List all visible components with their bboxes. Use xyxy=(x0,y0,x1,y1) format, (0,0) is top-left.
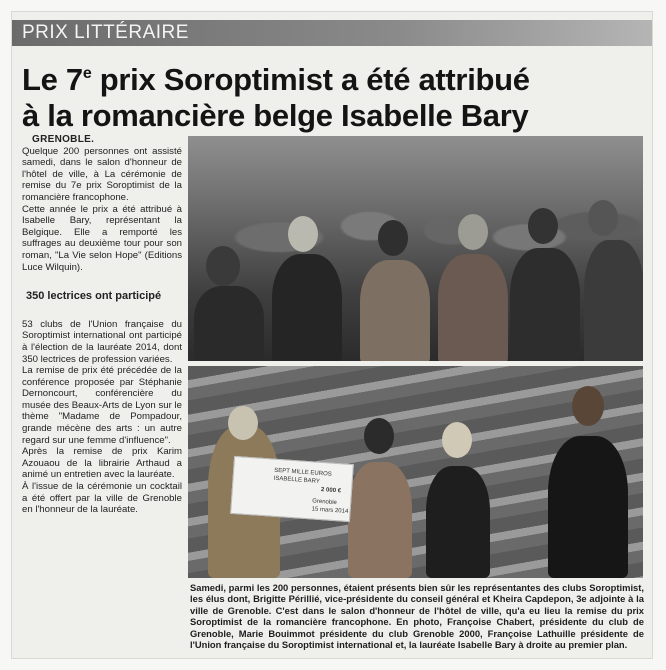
headline-line2: à la romancière belge Isabelle Bary xyxy=(22,98,529,133)
section-label: PRIX LITTÉRAIRE xyxy=(22,22,189,43)
paragraph-6: À l'issue de la cérémonie un cocktail a été offert par la ville de Grenoble en l'honneur de la lauréate. xyxy=(22,481,182,516)
paragraph-3: 53 clubs de l'Union française du Soroptimist international ont participé à l'élection de la lauréate 2014, dont 350 lectrices de profession variées. xyxy=(22,318,182,365)
cheque-line2: ISABELLE BARY xyxy=(273,475,321,485)
newspaper-clipping xyxy=(12,12,652,658)
audience-photo xyxy=(188,136,643,361)
prize-cheque xyxy=(230,456,354,522)
paragraph-5: Après la remise de prix Karim Azouaou de la librairie Arthaud a animé un entretien avec la lauréate. xyxy=(22,446,182,481)
article-body xyxy=(22,134,182,516)
cheque-date: 15 mars 2014 xyxy=(311,506,349,515)
cheque-line1: SEPT MILLE EUROS xyxy=(274,467,332,478)
paragraph-4: La remise de prix été précédée de la conférence proposée par Stéphanie Dernoncourt, conférencière du musée des Beaux-Arts de Lyon sur le thème "Madame de Pompadour, grande mécène des arts : un autre regard sur une femme d'influence". xyxy=(22,365,182,446)
cheque-amount: 2 000 € xyxy=(320,487,342,495)
photo-caption: Samedi, parmi les 200 personnes, étaient présents bien sûr les représentantes des clubs Soroptimist, les élus dont, Brigitte Périllié, vice-présidente du conseil général et Kheira Capdepon, 3e adjointe à la ville de Grenoble. C'est dans le salon d'honneur de l'hôtel de ville, qu'a eu lieu la remise du prix Soroptimist de la romancière francophone. En photo, Françoise Chabert, présidente du club de Grenoble, Marie Bouimmot présidente du club Grenoble 2000, Françoise Lathuille présidente de l'Union française du Soroptimist international et, la lauréate Isabelle Bary à droite au premier plan. xyxy=(190,582,644,651)
headline-part2: prix Soroptimist a été attribué xyxy=(91,62,530,97)
paragraph-2: Cette année le prix a été attribué à Isabelle Bary, représentant la Belgique. Elle a remporté les suffrages au deuxième tour pour son roman, "La Vie selon Hope" (Editions Luce Wilquin). xyxy=(22,203,182,273)
cheque-place: Grenoble xyxy=(311,498,338,507)
article-headline xyxy=(22,56,642,134)
section-banner xyxy=(12,20,652,46)
headline-part1: Le 7 xyxy=(22,62,83,97)
article-subhead: 350 lectrices ont participé xyxy=(26,290,162,303)
headline-sup: e xyxy=(82,65,92,82)
paragraph-1: Quelque 200 personnes ont assisté samedi, dans le salon d'honneur de l'hôtel de ville, à La cérémonie de remise du 7e prix Soroptimist de la romancière francophone. xyxy=(22,145,182,203)
dateline: GRENOBLE. xyxy=(32,134,95,145)
